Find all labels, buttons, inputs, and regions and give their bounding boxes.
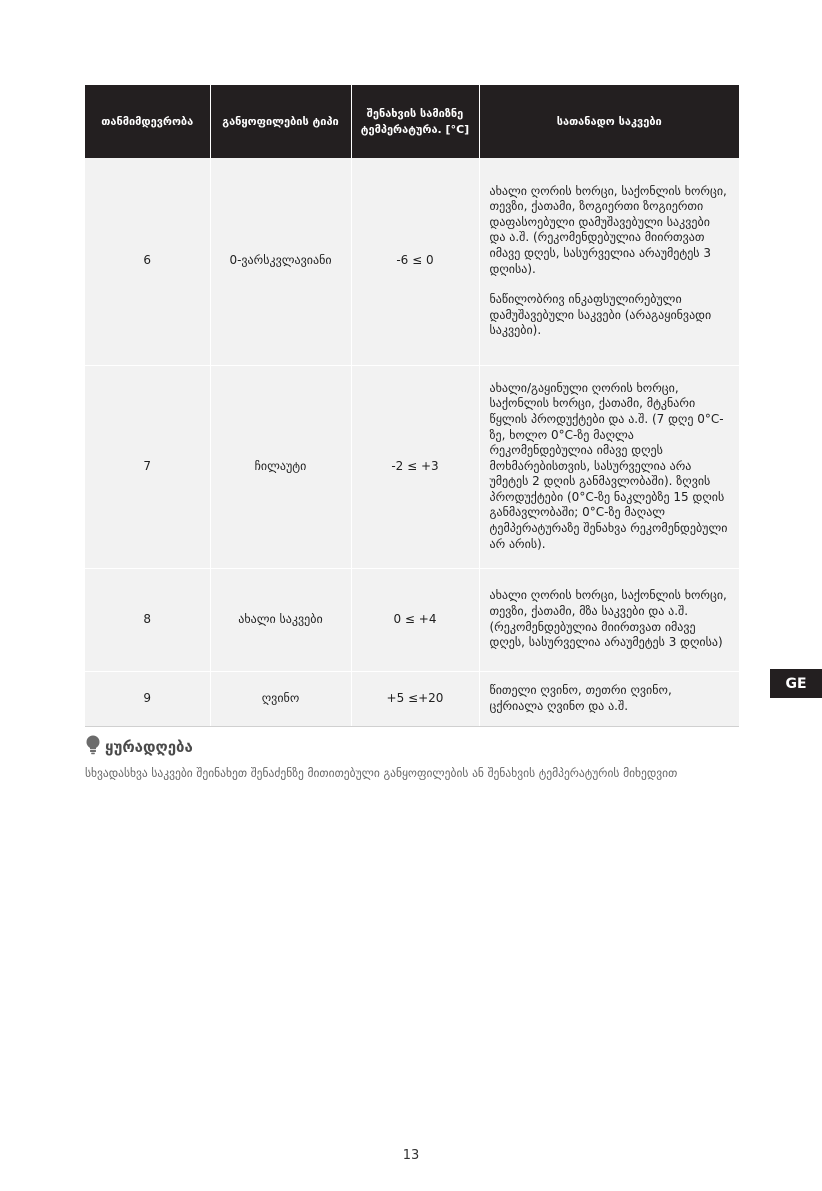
note-header	[85, 736, 193, 758]
cell-food	[479, 671, 739, 726]
cell-type: ღვინო	[210, 671, 351, 726]
food-paragraph: ნაწილობრივ ინკაფსულირებული დამუშავებული საკვები (არაგაყინვადი საკვები).	[489, 292, 712, 338]
food-paragraph: წითელი ღვინო, თეთრი ღვინო, ცქრიალა ღვინო და ა.შ.	[489, 682, 672, 713]
cell-type: ჩილაუტი	[210, 365, 351, 568]
table-row	[85, 365, 739, 568]
language-tab: GE	[770, 669, 822, 698]
cell-temp: -6 ≤ 0	[351, 158, 479, 365]
food-paragraph: ახალი/გაყინული ღორის ხორცი, საქონლის ხორცი, ქათამი, მტკნარი წყლის პროდუქტები და ა.შ. (7 დღე 0°C-ზე, ხოლო 0°C-ზე მაღლა რეკომენდებულია იმავე დღეს მოხმარებისთვის, სასურველია არა უმეტეს 2 დღის განმავლობაში). ზღვის პროდუქტები (0°C-ზე ნაკლებზე 15 დღის განმავლობაში; 0°C-ზე მაღალ ტემპერატურაზე შენახვა რეკომენდებული არ არის).	[489, 380, 728, 551]
table-row	[85, 671, 739, 726]
note-text: სხვადასხვა საკვები შეინახეთ შენაძენზე მითითებული განყოფილების ან შენახვის ტემპერატურის მიხედვით	[85, 766, 678, 780]
cell-order: 6	[85, 158, 210, 365]
table-row	[85, 158, 739, 365]
header-compartment-type: განყოფილების ტიპი	[210, 85, 351, 158]
lightbulb-icon	[85, 735, 101, 759]
cell-food	[479, 568, 739, 671]
food-paragraph: ახალი ღორის ხორცი, საქონლის ხორცი, თევზი, ქათამი, ზოგიერთი ზოგიერთი დაფასოებული დამუშავებული საკვები და ა.შ. (რეკომენდებულია მიირთვათ იმავე დღეს, სასურველია არაუმეტეს 3 დღისა).	[489, 183, 727, 276]
table-row	[85, 568, 739, 671]
header-order: თანმიმდევრობა	[85, 85, 210, 158]
cell-order: 8	[85, 568, 210, 671]
header-suitable-food: სათანადო საკვები	[479, 85, 739, 158]
food-paragraph: ახალი ღორის ხორცი, საქონლის ხორცი, თევზი, ქათამი, მზა საკვები და ა.შ. (რეკომენდებულია მიირთვათ იმავე დღეს, სასურველია არაუმეტეს 3 დღისა)	[489, 588, 727, 650]
cell-type: ახალი საკვები	[210, 568, 351, 671]
cell-order: 7	[85, 365, 210, 568]
cell-temp: +5 ≤+20	[351, 671, 479, 726]
food-storage-table	[85, 85, 739, 727]
note-title: ყურადღება	[105, 738, 193, 756]
page-number: 13	[402, 1148, 420, 1163]
cell-temp: 0 ≤ +4	[351, 568, 479, 671]
cell-order: 9	[85, 671, 210, 726]
table-header-row	[85, 85, 739, 158]
cell-food	[479, 158, 739, 365]
header-target-temperature: შენახვის სამიზნე ტემპერატურა. [°C]	[351, 85, 479, 158]
cell-type: 0-ვარსკვლავიანი	[210, 158, 351, 365]
cell-temp: -2 ≤ +3	[351, 365, 479, 568]
cell-food	[479, 365, 739, 568]
